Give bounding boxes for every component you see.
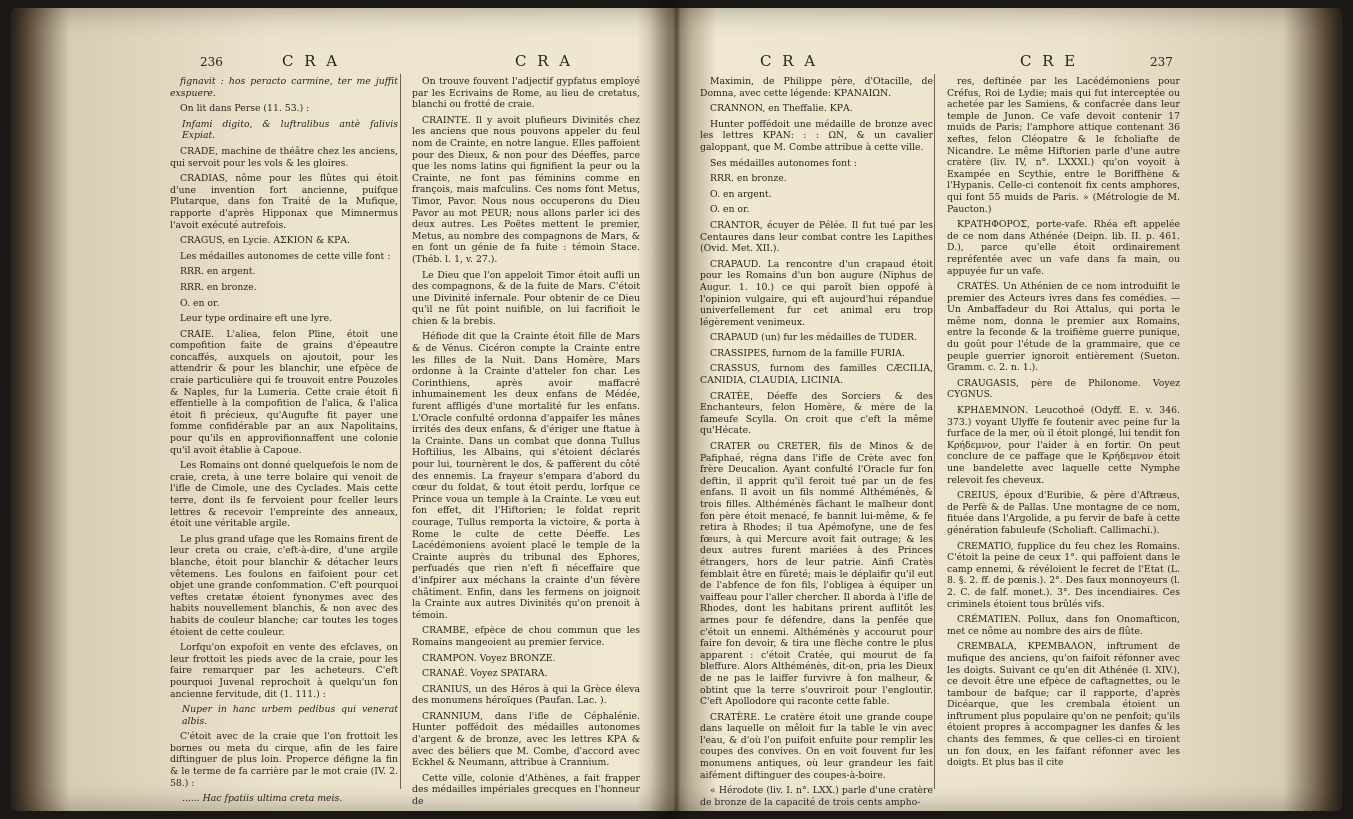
verse: Infami digito, & luftralibus antè falivis Expiat. — [182, 118, 398, 142]
paragraph: Héfiode dit que la Crainte étoit fille de Mars & de Vénus. Cicéron compte la Crainte entre les filles de la Nuit. Dans Homère, Mars ordonne à la Crainte d'atteler fon char. Les Corinthiens, après avoir maffacré inhumainement les deux enfans de Médée, furent affligés d'une mortalité fur les enfans. L'Oracle confulté ordonna d'appaifer les mânes irrités des deux enfans, & d'ériger une ftatue à la Crainte. Dans un combat que donna Tullus Hoftilius, les Albains, qui s'étoient déclarés pour lui, tournèrent le dos, & paffèrent du côté des ennemis. La frayeur s'empara d'abord du cœur du foldat, & tout étoit perdu, lorfque ce Prince voua un temple à la Crainte. Le vœu eut fon effet, dit l'Hiftorien; le foldat reprit courage, Tullus remporta la victoire, & porta à Rome le culte de cette Déeffe. Les Lacédémoniens avoient placé le temple de la Crainte auprès du tribunal des Ephores, perfuadés que rien n'eft fi néceffaire que d'infpirer aux méchans la crainte d'un févère châtiment. Enfin, dans les fermens on joignoit la Crainte aux autres Divinités qu'on prenoit à témoin. — [412, 331, 640, 621]
left-column-1 — [170, 76, 399, 805]
entry-creius: CREIUS, époux d'Euribie, & père d'Aftræus, de Perfè & de Pallas. Une montagne de ce nom, fituée dans l'Argolide, a pu fervir de bafe à cette génération fabuleufe (Scholiaft. Callimachi.). — [947, 490, 1180, 536]
entry-crannium: CRANNIUM, dans l'ifle de Céphalénie. Hunter poffédoit des médailles autonomes d'argent & de bronze, avec les lettres ΚΡΑ & avec des béliers que M. Combe, d'accord avec Eckhel & Neumann, attribue à Crannium. — [412, 710, 640, 769]
entry-cranae: CRANAÉ. Voyez SPATARA. — [422, 668, 548, 680]
entry-crates: CRATÈS. Un Athénien de ce nom introduifit le premier des Acteurs ivres dans fes comédies. — Un Ambaffadeur du Roi Attalus, qui porta le même nom, donna le premier aux Romains, entre la feconde & la troifième guerre punique, du goût pour l'étude de la grammaire, que ce peuple guerrier ignoroit entièrement (Sueton. Gramm. c. 2. n. 1.). — [947, 281, 1180, 374]
paragraph: Hunter poffédoit une médaille de bronze avec les lettres ΚΡΑΝ: : : ΩΝ, & un cavalier galoppant, que M. Combe attribue à cette ville. — [700, 118, 933, 153]
paragraph: On lit dans Perse (11. 53.) : — [180, 103, 310, 115]
left-column-2 — [412, 76, 640, 808]
paragraph: Les Romains ont donné quelquefois le nom de craie, creta, à une terre bolaire qui venoit de l'ifle de Cimole, une des Cyclades. Mais cette terre, dont ils fe fervoient pour fceller leurs lettres & recevoir l'empreinte des anneaux, étoit une véritable argile. — [170, 460, 398, 530]
right-column-2 — [947, 76, 1180, 789]
entry-crannon: CRANNON, en Theffalie. ΚΡΑ. — [710, 103, 853, 115]
right-running-head-2: C R E — [1020, 52, 1079, 70]
entry-crade: CRADE, machine de théâtre chez les anciens, qui servoit pour les vols & les gloires. — [170, 145, 398, 169]
right-running-head: C R A — [760, 52, 819, 70]
entry-crambe: CRAMBE, efpèce de chou commun que les Romains mangeoient au premier fervice. — [412, 625, 640, 648]
entry-cranius: CRANIUS, un des Héros à qui la Grèce éleva des monumens héroïques (Paufan. Lac. ). — [412, 683, 640, 707]
paragraph: On trouve fouvent l'adjectif gypfatus employé par les Ecrivains de Rome, au lieu de cretatus, blanchi ou frotté de craie. — [412, 76, 640, 111]
entry-craugasis: CRAUGASIS, père de Philonome. Voyez CYGNUS. — [947, 377, 1180, 401]
paragraph: « Hérodote (liv. I. n°. LXX.) parle d'une cratère de bronze de la capacité de trois cents ampho- — [700, 785, 933, 808]
paragraph: O. en argent. — [710, 188, 772, 200]
entry-cratee: CRATÉE, Déeffe des Sorciers & des Enchanteurs, felon Homère, & mère de la fameufe Scylla. On croit que c'eft la même qu'Hécate. — [700, 390, 933, 437]
paragraph: C'étoit avec de la craie que l'on frottoit les bornes ou meta du cirque, afin de les faire diftinguer de plus loin. Properce défigne la fin & le terme de fa carrière par le mot craie (IV. 2. 58.) : — [170, 731, 398, 789]
entry-crainte: CRAINTE. Il y avoit plufieurs Divinités chez les anciens que nous pouvons appeler du feul nom de Crainte, en notre langue. Elles paffoient pour des Dieux, & non pour des Déeffes, parce que les noms latins qui fignifient la peur ou la Crainte, ne font pas féminins comme en françois, mais mafculins. Ces noms font Metus, Timor, Pavor. Nous nous occuperons du Dieu Pavor au mot PEUR; nous allons parler ici des deux autres. Les Poëtes mettent le premier, Metus, au nombre des compagnons de Mars, & en font un génie de fa fuite : témoin Stace. (Théb. l. 1, v. 27.). — [412, 114, 640, 265]
paragraph: res, deftinée par les Lacédémoniens pour Créfus, Roi de Lydie; mais qui fut interceptée ou achetée par les Samiens, & confacrée dans leur temple de Junon. Ce vafe devoit contenir 17 muids de Paris; l'amphore attique contenant 36 xeftes, felon Cléopatre & le fcholiafte de Nicandre. Le même Hiftorien parle d'une autre cratère (liv. IV, n°. LXXXI.) qu'on voyoit à Exampée en Scythie, entre le Boriffhène & l'Hypanis. Celle-ci contenoit fix cents amphores, qui font 55 muids de Paris. » (Métrologie de M. Paucton.) — [947, 76, 1180, 215]
entry-crassipes: CRASSIPES, furnom de la famille FURIA. — [710, 347, 905, 359]
book-gutter — [650, 0, 690, 819]
paragraph: O. en or. — [710, 204, 750, 216]
verse: Nuper in hanc urbem pedibus qui venerat albis. — [182, 704, 398, 727]
left-running-head-2: C R A — [515, 52, 574, 70]
right-columns — [700, 76, 1180, 808]
paragraph: fignavit : hos peracto carmine, ter me juffit exspuere. — [170, 76, 398, 99]
entry-kredemnon: ΚΡΗΔΕΜΝΟΝ. Leucothoé (Odyff. E. v. 346. 373.) voyant Ulyffe fe foutenir avec peine fur la furface de la mer, où il étoit plongé, lui tendit fon Κρήδεμνον, pour l'aider à en fortir. On peut conclure de ce paffage que le Κρήδεμνον étoit une bandelette avec laquelle cette Nymphe relevoit fes cheveux. — [947, 405, 1180, 486]
paragraph: Cette ville, colonie d'Athènes, a fait frapper des médailles impériales grecques en l'honneur de — [412, 772, 640, 808]
entry-crampon: CRAMPON. Voyez BRONZE. — [422, 652, 556, 664]
paragraph: CRAPAUD (un) fur les médailles de TUDER. — [710, 332, 918, 344]
paragraph: Le Dieu que l'on appeloit Timor étoit aufli un des compagnons, & de la fuite de Mars. C'étoit une Divinité infernale. Pour obtenir de ce Dieu qu'il ne fût point nuifible, on lui facrifioit le chien & la brebis. — [412, 269, 640, 327]
left-running-head: C R A — [282, 52, 341, 70]
right-page — [700, 48, 1180, 808]
left-page — [170, 48, 640, 808]
entry-crematio: CREMATIO, fupplice du feu chez les Romains. C'étoit la peine de ceux 1°. qui paffoient dans le camp ennemi, & révéloient le fecret de l'Etat (L. 8. §. 2. ff. de pœnis.). 2°. Des faux monnoyeurs (l. 2. C. de falf. monet.). 3°. Des incendiaires. Ces criminels étoient tous brûlés vifs. — [947, 540, 1180, 610]
entry-cradias: CRADIAS, nôme pour les flûtes qui étoit d'une invention fort ancienne, puifque Plutarque, dans fon Traité de la Mufique, rapporte d'après Hipponax que Mimnermus l'avoit exécuté autrefois. — [170, 173, 398, 231]
paragraph: Ses médailles autonomes font : — [710, 157, 857, 169]
left-page-number: 236 — [200, 55, 223, 69]
paragraph: Leur type ordinaire eft une lyre. — [180, 313, 333, 325]
paragraph: RRR. en bronze. — [710, 173, 787, 185]
right-page-number: 237 — [1150, 55, 1173, 69]
entry-crassus: CRASSUS, furnom des familles CÆCILIA, CANIDIA, CLAUDIA, LICINIA. — [700, 363, 933, 387]
paragraph: Le plus grand ufage que les Romains firent de leur creta ou craie, c'eft-à-dire, d'une argile blanche, étoit pour blanchir & détacher leurs vêtemens. Les foulons en faifoient pour cet objet une grande confommation. C'eft pourquoi veftes cretatæ étoient fynonymes avec des habits nouvellement blanchis, & non avec des habits de couleur blanche; car toutes les toges étoient de cette couleur. — [170, 533, 399, 638]
entry-crater: CRATER ou CRETER, fils de Minos & de Pafiphaé, régna dans l'ifle de Crète avec fon frère Deucalion. Ayant confulté l'Oracle fur fon deftin, il apprit qu'il feroit tué par un de fes enfans. Il avoit un fils nommé Althéménès, & trois filles. Althéménès fâchant le malheur dont fon père étoit menacé, fe bannit lui-même, & fe retira à Rhodes; il tua Apémofyne, une de fes fœurs, à qui Mercure avoit fait outrage; & les deux autres furent mariées à des Princes étrangers, hors de leur patrie. Ainfi Cratès femblait être en fûreté; mais le déplaifir qu'il eut de l'abfence de fon fils, l'obligea à équiper un vaiffeau pour l'aller chercher. Il aborda à l'ifle de Rhodes, dont les habitans prirent auflitôt les armes pour fe défendre, dans la penfée que c'étoit un ennemi. Althéménès y accourut pour faire fon devoir, & tira une flèche contre le plus apparent : c'étoit Cratée, qui mourut de fa bleffure. Alors Althéménès, dit-on, pria les Dieux de ne pas le laiffer furvivre à fon malheur, & obtint que la terre s'ouvriroit pour l'engloutir. C'eft Apollodore qui raconte cette fable. — [700, 441, 933, 708]
paragraph: Les médailles autonomes de cette ville font : — [180, 250, 391, 262]
paragraph: Lorfqu'on expofoit en vente des efclaves, on leur frottoit les pieds avec de la craie, pour les faire remarquer par les acheteurs. C'eft pourquoi Juvenal reprochoit à quelqu'un fon ancienne fervitude, dit (1. 111.) : — [170, 642, 398, 700]
right-column-1 — [700, 76, 933, 808]
left-columns — [170, 76, 640, 808]
paragraph: Maximin, de Philippe père, d'Otacille, de Domna, avec cette légende: ΚΡΑΝΑΙΩΝ. — [700, 76, 933, 99]
entry-crembala: CREMBALA, ΚΡΕΜΒΑΛΟΝ, inftrument de mufique des anciens, qu'on faifoit réfonner avec les doigts. Suivant ce qu'en dit Athénée (l. XIV.), ce devoit être une efpèce de caftagnettes, ou le tambour de bafque; car il rapporte, d'après Dicéarque, que les crembala étoient un inftrument plus populaire qu'on ne penfoit; qu'ils étoient propres à accompagner les danfes & les chants des femmes, & que celles-ci en tiroient un fon doux, en les faifant réfonner avec les doigts. Et plus bas il cite — [947, 641, 1180, 769]
paragraph: RRR. en argent. — [180, 266, 256, 278]
entry-crantor: CRANTOR, écuyer de Pélée. Il fut tué par les Centaures dans leur combat contre les Lapithes (Ovid. Met. XII.). — [700, 219, 933, 255]
entry-craie: CRAIE. L'aliea, felon Pline, étoit une compofition faite de grains d'épeautre concaffés, auxquels on ajoutoit, pour les attendrir & pour les blanchir, une efpèce de craie particulière qui fe trouvoit entre Pouzoles & Naples, fur la Lumeria. Cette craie étoit fi effentielle à la compofition de l'alica, & l'alica étoit fi précieux, qu'Augufte fit payer une fomme confidérable par an aux Napolitains, pour qu'ils en approvifionnaffent une colonie qu'il avoit établie à Capoue. — [170, 328, 398, 456]
entry-crematien: CRÉMATIEN. Pollux, dans fon Onomafticon, met ce nôme au nombre des airs de flûte. — [947, 614, 1180, 637]
entry-cragus: CRAGUS, en Lycie. ΑΣΚΙΟΝ & ΚΡΑ. — [180, 235, 351, 247]
paragraph: O. en or. — [180, 297, 220, 309]
paragraph: RRR. en bronze. — [180, 281, 257, 293]
entry-cratere: CRATÈRE. Le cratère étoit une grande coupe dans laquelle on mêloit fur la table le vin avec l'eau, & d'où l'on puifoit enfuite pour remplir les coupes des convives. On en voit fouvent fur les monumens antiques, où leur grandeur les fait aifément diftinguer des coupes-à-boire. — [700, 711, 933, 781]
verse: ...... Hac fpatiis ultima creta meis. — [182, 793, 343, 805]
entry-crapaud: CRAPAUD. La rencontre d'un crapaud étoit pour les Romains d'un bon augure (Niphus de Augur. 1. 10.) ce qui paroît bien oppofé à l'opinion vulgaire, qui eft aujourd'hui répandue univerfellement fur cet animal eru trop légèrement venimeux. — [700, 258, 933, 328]
entry-kratephoros: ΚΡΑΤΗΦΟΡΟΣ, porte-vafe. Rhéa eft appelée de ce nom dans Athénée (Deipn. lib. II. p. 461. D.), parce qu'elle étoit ordinairement repréfentée avec un vafe dans fa main, ou appuyée fur un vafe. — [947, 219, 1180, 277]
